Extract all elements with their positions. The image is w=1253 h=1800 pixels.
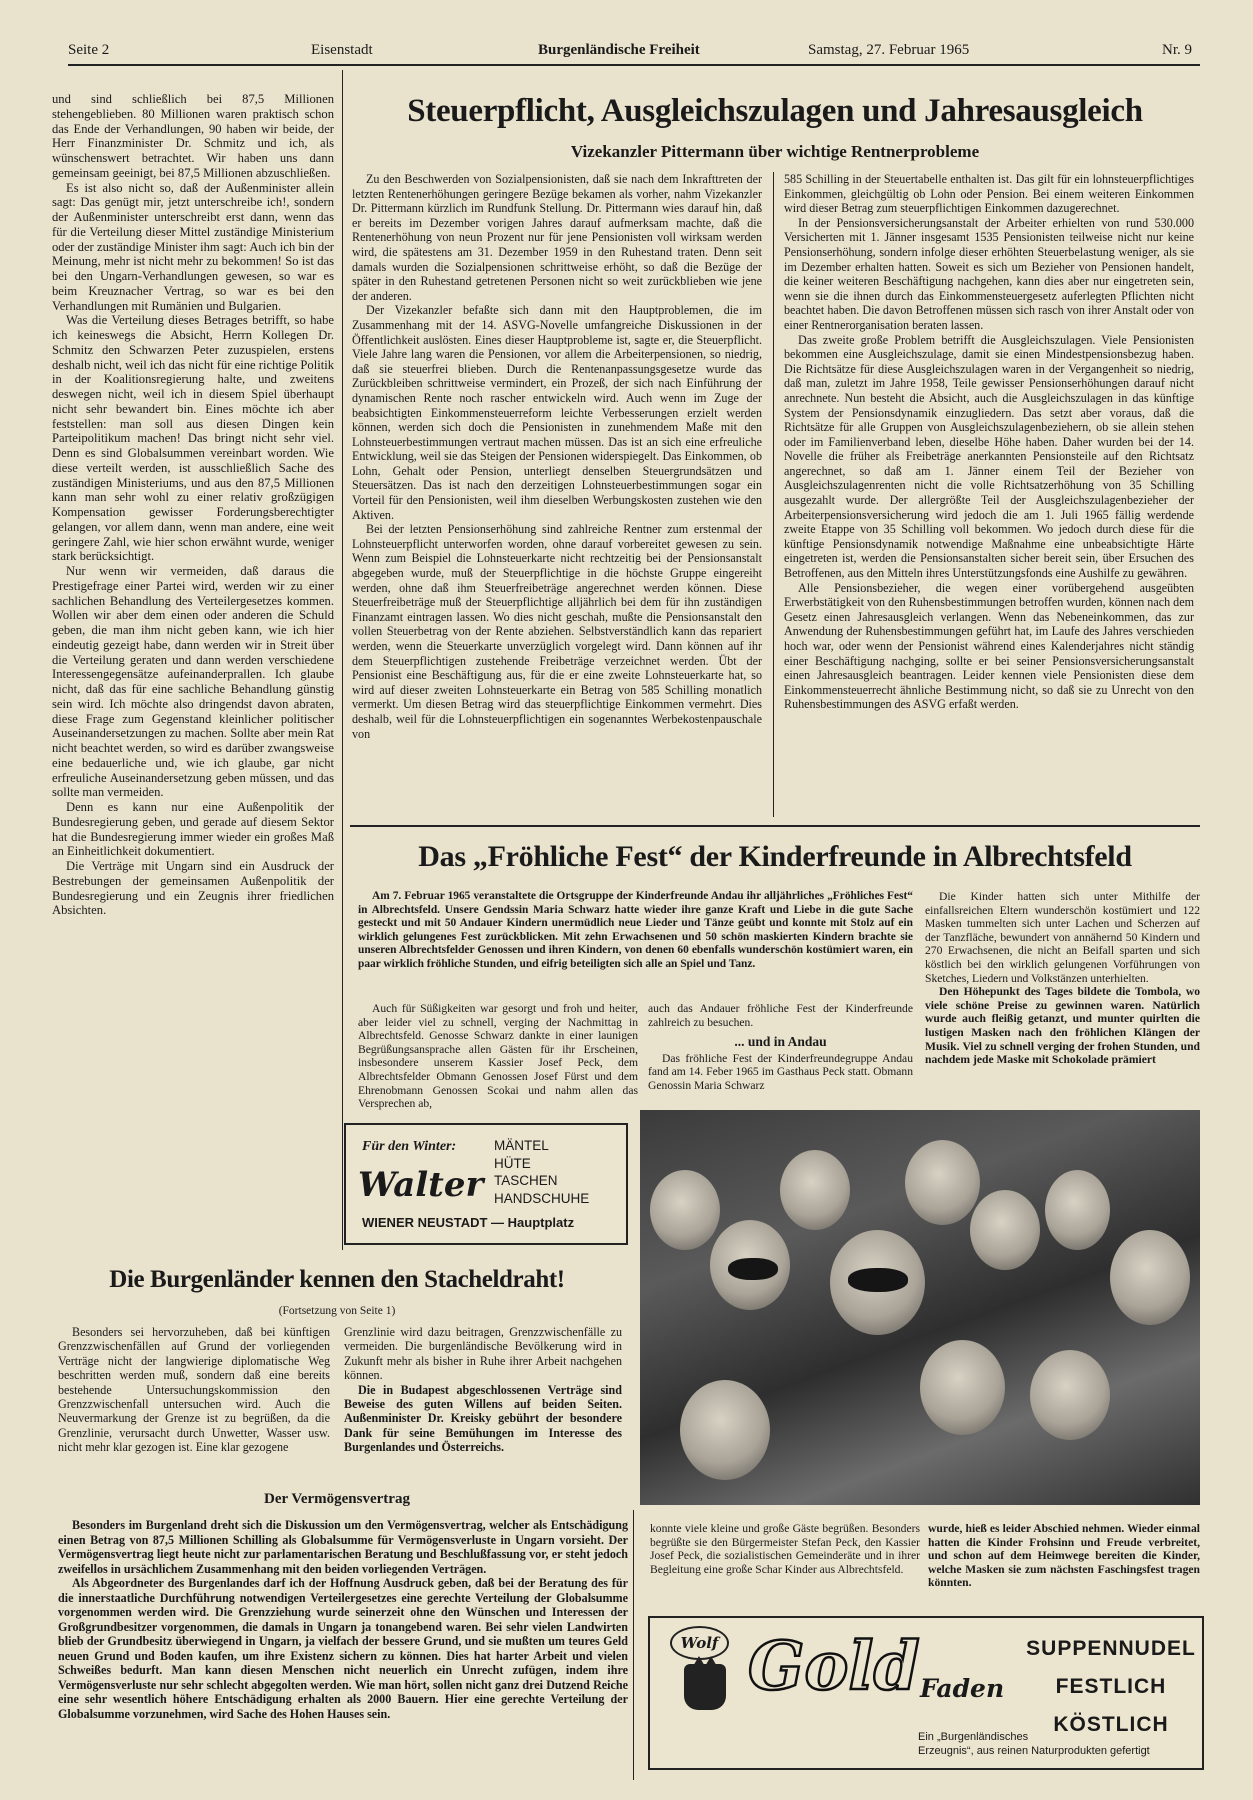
paragraph: 585 Schilling in der Steuertabelle enthalten ist. Das gilt für ein lohnsteuerpflichtiges Einkommen, gleichgültig ob Lohn oder Pension. Bei einem weiteren Einkommen wird dieser Betrag zum steuerpflichtigen Einkommen dazugerechnet.	[784, 172, 1194, 216]
tagline: SUPPENNUDEL	[1026, 1637, 1196, 1660]
fest-col-a	[358, 1002, 638, 1111]
paragraph: Nur wenn wir vermeiden, daß daraus die Prestigefrage einer Partei wird, werden wir zu einer sachlichen Behandlung des Verteilergesetzes kommen. Wollen wir aber dem einen oder anderen die Schuld geben, die man ihm nicht geben kann, wie ich hier eindeutig gezeigt habe, dann werden wir in Streit über die Verteilung geraten und dann werden verschiedene Interessengegensätze aufeinanderprallen. Ich glaube nicht, daß das für eine sachliche Behandlung günstig sein wird. Ich möchte also dringendst davon abraten, diese Frage zum Gegenstand kleinlicher politischer Auseinandersetzungen zu machen. Sollte aber mein Rat nicht beachtet werden, so wird es darüber zwangsweise eine bedauerliche und, wie ich glaube, gar nicht erfreuliche Auseinandersetzung geben müssen, und das sollte man vermeiden.	[52, 564, 334, 800]
tagline: KÖSTLICH	[1053, 1713, 1169, 1736]
fest-right-column	[925, 890, 1200, 1067]
column-divider	[773, 172, 774, 817]
page-number: Seite 2	[68, 42, 110, 58]
walter-advertisement	[344, 1123, 628, 1245]
fest-col-b	[648, 1002, 913, 1093]
ad-city: WIENER NEUSTADT — Hauptplatz	[362, 1215, 575, 1230]
stacheldraht-col-a	[58, 1325, 330, 1455]
children-photo	[640, 1110, 1200, 1505]
main-article-col1	[352, 172, 762, 741]
ad-brand: Walter	[358, 1165, 484, 1205]
paragraph: Denn es kann nur eine Außenpolitik der Bundesregierung geben, und gerade auf diesem Sektor hat die Bundesregierung immer wieder ein großes Maß an Einheitlichkeit dokumentiert.	[52, 800, 334, 859]
main-headline: Steuerpflicht, Ausgleichszulagen und Jahresausgleich	[407, 93, 1143, 129]
ad-note: Ein „Burgenländisches	[918, 1731, 1029, 1743]
fest-bottom-col2	[928, 1522, 1200, 1590]
stacheldraht-col-b	[344, 1325, 622, 1455]
paragraph: Besonders sei hervorzuheben, daß bei künftigen Grenzzwischenfällen auf Grund der vorliegenden Verträge nicht der langwierige diplomatische Weg beschritten werden muß, sondern daß eine bereits bestehende Untersuchungskommission den Grenzzwischenfall untersuchen wird. Auch die Neuvermarkung der Grenze ist zu begrüßen, da die Grenzlinie, verursacht durch Unwetter, Wasser usw. nicht mehr klar gezogen ist. Eine klar gezogene	[58, 1325, 330, 1455]
issue-date: Samstag, 27. Februar 1965	[808, 42, 970, 58]
ad-note: Erzeugnis“, aus reinen Naturprodukten gefertigt	[918, 1745, 1150, 1757]
main-subheadline: Vizekanzler Pittermann über wichtige Rentnerprobleme	[570, 142, 980, 161]
stacheldraht-headline: Die Burgenländer kennen den Stacheldraht!	[109, 1266, 565, 1293]
page-header	[68, 40, 1200, 66]
paragraph: Auch für Süßigkeiten war gesorgt und froh und heiter, aber leider viel zu schnell, verging der Nachmittag in Albrechtsfeld. Genosse Schwarz dankte in einer launigen Begrüßungsansprache allen Gästen für ihr Erscheinen, insbesondere unserem Kassier Josef Peck, dem Albrechtsfelder Obmann Genossen Josef Fürst und dem Ehrenobmann Genossen Scokai und nahm allen das Versprechen ab,	[358, 1002, 638, 1111]
dateline-place: Eisenstadt	[311, 42, 373, 58]
fest-headline: Das „Fröhliche Fest“ der Kinderfreunde in Albrechtsfeld	[418, 840, 1132, 873]
vermoegensvertrag-text	[58, 1518, 628, 1721]
paragraph: Alle Pensionsbezieher, die wegen einer vorübergehend ausgeübten Erwerbstätigkeit von den Ruhensbestimmungen betroffen wurden, können nach dem Gesetz einen Jahresausgleich verlangen. Wenn das Nebeneinkommen, das zur Anwendung der Ruhensbestimmungen geführt hat, im Laufe des Jahres verschieden hoch war, oder wenn der Pensionist während eines Kalenderjahres nicht ständig einer Beschäftigung nachging, sollte er bei seiner Pensionsversicherungsanstalt einen Jahresausgleich beantragen. Leider kennen viele Pensionisten diese dem Einkommensteuerrecht ähnliche Bestimmung nicht, so daß sie zu Unrecht von den Ruhensbestimmungen des ASVG erfaßt werden.	[784, 580, 1194, 712]
ad-item: MÄNTEL	[494, 1138, 549, 1153]
ad-item: TASCHEN	[494, 1173, 558, 1188]
section-divider	[350, 825, 1200, 827]
wolf-logo: Wolf	[670, 1626, 729, 1660]
paragraph: In der Pensionsversicherungsanstalt der Arbeiter erhielten von rund 530.000 Versicherten mit 1. Jänner insgesamt 1535 Pensionisten teilweise nicht nur keine Pensionserhöhung, sondern infolge dieser erhöhten Steuerbelastung weniger, als sie im Dezember erhalten hatten. Soweit es sich um Bezieher von Pensionen handelt, die keiner weiteren Beschäftigung nachgehen, kann dies aber nur eingetreten sein, wenn sie die ihnen durch das Einkommensteuergesetz auferlegten Pflichten nicht beachtet haben. Die davon Betroffenen müssen sich rasch von ihrer Anstalt oder von einer Rentnerorganisation beraten lassen.	[784, 215, 1194, 332]
paragraph: Es ist also nicht so, daß der Außenminister allein sagt: Das genügt mir, jetzt unterschreibe ich!, sondern der Außenminister unterschreibt erst dann, wenn das für die Verteilung dieser Mittel zuständige Ministerium oder der zuständige Minister ihm sagt: Auch ich bin der Meinung, mehr ist nicht mehr zu bekommen! So ist das bei den Ungarn-Verhandlungen gewesen, so war es beim Kreuznacher Vertrag, so war es bei den Verhandlungen mit Rumänien und Bulgarien.	[52, 180, 334, 313]
ad-item: HANDSCHUHE	[494, 1190, 590, 1206]
paragraph: Das fröhliche Fest der Kinderfreundegruppe Andau fand am 14. Feber 1965 im Gasthaus Peck statt. Obmann Genossin Maria Schwarz	[648, 1051, 913, 1092]
gold-brand: Gold	[748, 1627, 920, 1705]
column-divider	[633, 1510, 634, 1780]
issue-number: Nr. 9	[1162, 42, 1192, 58]
paragraph: Die in Budapest abgeschlossenen Verträge sind Beweise des guten Willens auf beiden Seiten. Außenminister Dr. Kreisky gebührt der besondere Dank für seine Bemühungen im Interesse des Burgenlandes und Österreichs.	[344, 1382, 622, 1455]
paragraph: und sind schließlich bei 87,5 Millionen stehengeblieben. 80 Millionen waren praktisch schon das Ende der Verhandlungen, 90 haben wir beide, der Herr Finanzminister Dr. Schmitz und ich, als wünschenswert betrachtet. Wir haben uns dann gemeinsam geeinigt, bei 87,5 Millionen abzuschließen.	[52, 92, 334, 180]
paragraph: Grenzlinie wird dazu beitragen, Grenzzwischenfälle zu vermeiden. Die burgenländische Bevölkerung wird in Zukunft mehr als bisher in Ruhe ihrer Arbeit nachgehen können.	[344, 1325, 622, 1383]
paragraph: Was die Verteilung dieses Betrages betrifft, so habe ich keineswegs die Absicht, Herrn Kollegen Dr. Schmitz den Schwarzen Peter zuzuspielen, erstens deshalb nicht, weil ich das nicht für eine richtige Politik in der Koalitionsregierung halte, und zweitens deswegen nicht, weil ich in diesem Spiel überhaupt nicht sehr bewandert bin. Eines möchte ich aber feststellen: man soll aus diesen Dingen kein Parteipolitikum machen! Das bringt nicht sehr viel. Denn es sind Globalsummen vereinbart worden. Wie diese verteilt werden, ist ausschließlich Sache des zuständigen Ministeriums, und aus den 87,5 Millionen kann man sehr wohl zu einer relativ großzügigen Kompensation gewisser Forderungsberechtigter gelangen, vor allem dann, wenn man andere, eine weit geringere Zahl, wie hier schon erwähnt wurde, weniger stark berücksichtigt.	[52, 313, 334, 564]
main-article-col2	[784, 172, 1194, 712]
ad-lead: Für den Winter:	[362, 1139, 457, 1154]
column-divider	[342, 70, 343, 1250]
wolf-head-icon	[684, 1664, 726, 1710]
faden-brand: Faden	[920, 1674, 1005, 1703]
paragraph: Die Kinder hatten sich unter Mithilfe der einfallsreichen Eltern wunderschön kostümiert und 122 Masken tummelten sich unter Lachen und Scherzen auf der Tanzfläche, bewundert von annähernd 50 Kindern und 270 Erwachsenen, die nicht an Beifall sparten und sich köstlich bei den wirklich gelungenen Vorführungen von Sketches, Liedern und Volkstänzen unterhielten.	[925, 890, 1200, 985]
vermoegensvertrag-subheading: Der Vermögensvertrag	[264, 1491, 410, 1507]
tagline: FESTLICH	[1055, 1675, 1167, 1698]
paragraph: Besonders im Burgenland dreht sich die Diskussion um den Vermögensvertrag, welcher als Entschädigung einen Betrag von 87,5 Millionen Schilling als Globalsumme für Vermögensverluste in Ungarn vorsieht. Der Vermögensvertrag liegt heute nicht zur parlamentarischen Beratung und Beschlußfassung vor, er steht jedoch zweifellos in ursächlichem Zusammenhang mit den beiden vorliegenden Verträgen.	[58, 1518, 628, 1576]
paragraph: konnte viele kleine und große Gäste begrüßen. Besonders begrüßte sie den Bürgermeister Stefan Peck, den Kassier Josef Peck, die sozialistischen Gemeinderäte und in ihrer Begleitung eine große Schar Kinder aus Albrechtsfeld.	[650, 1522, 920, 1576]
paragraph: Am 7. Februar 1965 veranstaltete die Ortsgruppe der Kinderfreunde Andau ihr alljährliches „Fröhliches Fest“ in Albrechtsfeld. Unsere Gendssin Maria Schwarz hatte wieder ihre ganze Kraft und Liebe in die gute Sache gesteckt und mit 50 Andauer Kindern unermüdlich neue Lieder und Tänze geübt und konnte mit Stolz auf ein wirklich gelungenes Fest zurückblicken. Mit zehn Erwachsenen und 50 schön maskierten Kindern brachte sie unseren Albrechtsfelder Genossen und ihren Kindern, von denen 60 ebenfalls wunderschön kostümiert waren, ein paar wirklich fröhliche Stunden, und eifrig beteiligten sich alle an Spiel und Tanz.	[358, 890, 913, 970]
paragraph: wurde, hieß es leider Abschied nehmen. Wieder einmal hatten die Kinder Frohsinn und Freude verbreitet, und schon auf dem Heimwege bereiten die Kinder, welche Masken sie zum nächsten Faschingsfest tragen könnten.	[928, 1522, 1200, 1590]
paragraph: Der Vizekanzler befaßte sich dann mit den Hauptproblemen, die im Zusammenhang mit der 14. ASVG-Novelle umfangreiche Diskussionen in der Öffentlichkeit auslösten. Eines dieser Hauptprobleme ist, sagte er, die Steuerpflicht. Viele Jahre lang waren die Pensionen, vor allem die Arbeiterpensionen, so niedrig, daß sie steuerfrei blieben. Durch die Rentenanpassungsgesetze wurde das Zurückbleiben schrittweise vermindert, ein Prozeß, der sich nach Einführung der dynamischen Rente noch rascher entwickeln wird. Auch wenn im Zuge der beabsichtigten Einkommensteuerreform leichte Verbesserungen erzielt werden können, werden sich doch die Pensionisten in zunehmendem Maße mit den Lohnsteuerbestimmungen vertraut machen müssen. Das ist an sich eine erfreuliche Entwicklung, weil sie das Steigen der Pensionen widerspiegelt. Das Einkommen, ob Lohn, Gehalt oder Pension, unterliegt denselben Steuergrundsätzen und Steuersätzen. Das ist nach den derzeitigen Lohnsteuerbestimmungen sogar ein Vorteil für den Pensionisten, weil ihm dieselben Werbungskosten zustehen wie den Aktiven.	[352, 303, 762, 522]
goldfaden-advertisement	[648, 1616, 1204, 1770]
paragraph: Den Höhepunkt des Tages bildete die Tombola, wo viele schöne Preise zu gewinnen waren. Natürlich wurde auch fleißig getanzt, und munter quirlten die lustigen Masken nach den fröhlichen Klängen der Musik. Viel zu schnell verging der frohen Stunden, und nachdem jede Maske mit Schokolade prämiert	[925, 985, 1200, 1067]
paragraph: auch das Andauer fröhliche Fest der Kinderfreunde zahlreich zu besuchen.	[648, 1002, 913, 1029]
paper-name: Burgenländische Freiheit	[538, 42, 700, 58]
fest-bottom-col1	[650, 1522, 920, 1576]
paragraph: Das zweite große Problem betrifft die Ausgleichszulagen. Viele Pensionisten bekommen eine Ausgleichszulage, damit sie einen Mindestpensionsbezug haben. Die Richtsätze für diese Ausgleichszulagen waren in der Vergangenheit so niedrig, daß man, zuletzt im Jahre 1958, Teile gewisser Pensionserhöhungen darauf nicht anrechnete. Nun besteht die Absicht, auch die Ausgleichszulagen in das künftige System der Pensionsdynamik einzugliedern. Das setzt aber voraus, daß die Richtsätze für alle Gruppen von Ausgleichszulagenbeziehern, ob sie allein stehen oder im Familienverband leben, dieselbe Höhe haben. Daher wurden bei der 14. Novelle die früher als Freibeträge anerkannten Pensionsteile auf den Richtsatz angerechnet, so daß am 1. Jänner einem Teil der Bezieher von Ausgleichszulagenrenten nicht die volle Richtsatzerhöhung von 35 Schilling ausgezahlt wurde. Der allergrößte Teil der Ausgleichszulagenbezieher der Arbeiterpensionsversicherung wird jedoch die am 1. Juli 1965 fällig werdende zweite Etappe von 35 Schilling voll bekommen. Wo jedoch durch diese für die künftige Pensionsdynamik notwendige Maßnahme eine unbeabsichtigte Härte eingetreten ist, werden die Pensionsanstalten sicher bereit sein, über Ersuchen des Betroffenen, aus den Mitteln ihres Unterstützungsfonds eine Aushilfe zu gewähren.	[784, 332, 1194, 581]
paragraph: Als Abgeordneter des Burgenlandes darf ich der Hoffnung Ausdruck geben, daß bei der Beratung des für die innerstaatliche Durchführung notwendigen Verteilergesetzes eine gerechte Verteilung der Globalsumme vorgenommen werden wird. Die Grenzziehung wurde seinerzeit ohne den Wünschen und Interessen der Großgrundbesitzer vorgenommen, die damals in Ungarn ja tonangebend waren. Bei sehr vielen Landwirten blieb der Grundbesitz überwiegend in Ungarn, ja vielfach der bessere Grund, und sie mußten um teures Geld neuen Grund und Boden kaufen, um ihre Existenz sichern zu können. Dies hat harter Arbeit und vielen Schweißes bedurft. Man kann diesen Menschen nicht neuerlich ein Unrecht zufügen, indem ihre Vermögensverluste nur sehr schlecht abgegolten werden. Wie man hört, sollen nicht ganz drei Dutzend Reiche eine sehr wesentlich höhere Entschädigung erhalten als 2000 Bauern. Hier eine gerechte Verteilung der Globalsumme vorzunehmen, wird Sache des Hohen Hauses sein.	[58, 1576, 628, 1721]
fest-intro	[358, 890, 913, 972]
andau-subheading: ... und in Andau	[734, 1034, 827, 1050]
paragraph: Zu den Beschwerden von Sozialpensionisten, daß sie nach dem Inkrafttreten der letzten Rentenerhöhungen geringere Bezüge bekamen als vorher, nahm Vizekanzler Dr. Pittermann kürzlich im Rundfunk Stellung. Dr. Pittermann wies darauf hin, daß er bereits im Dezember vorigen Jahres darauf aufmerksam machte, daß die Rentenerhöhung von neun Prozent nur für jene Pensionisten voll wirksam werden wird, die spätestens am 31. Dezember 1959 in den Ruhestand traten. Denn seit damals wurden die Sozialpensionen schrittweise erhöht, so daß die Bezüge der später in den Ruhestand getretenen Personen nicht so weit zurückblieben wie jene der anderen.	[352, 172, 762, 303]
paragraph: Die Verträge mit Ungarn sind ein Ausdruck der Bestrebungen der gemeinsamen Außenpolitik der Bundesregierung und ein Zeugnis ihrer friedlichen Absichten.	[52, 859, 334, 918]
paragraph: Bei der letzten Pensionserhöhung sind zahlreiche Rentner zum erstenmal der Lohnsteuerpflicht unterworfen worden, ohne darauf vorbereitet gewesen zu sein. Wenn zum Beispiel die Lohnsteuerkarte nicht rechtzeitig bei der Pensionsanstalt abgegeben wurde, muß der Steuerpflichtige in die höchste Gruppe eingereiht werden, ohne daß ihm Steuerfreibeträge angerechnet werden können. Diese Steuerfreibeträge muß der Steuerpflichtige alljährlich bei dem für ihn zuständigen Finanzamt eintragen lassen. Wo dies nicht geschah, mußte die Pensionsanstalt den vollen Steuerbetrag von der Rente abziehen. Selbstverständlich kann das repariert werden, wenn die Steuerkarte unverzüglich vorgelegt wird. Dann können auf ihr dem Steuerpflichtigen zustehende Freibeträge verzeichnet werden. Übt der Pensionist eine Beschäftigung aus, für die er eine zweite Lohnsteuerkarte hat, so wird auf dieser zweiten Lohnsteuerkarte ein Betrag von 585 Schilling monatlich vermerkt. Um diesen Betrag wird das steuerpflichtige Einkommen vermehrt. Dies deshalb, weil für die Lohnsteuerpflichtigen ein sogenanntes Werbekostenpauschale von	[352, 522, 762, 741]
continued-note: (Fortsetzung von Seite 1)	[278, 1305, 396, 1317]
ad-item: HÜTE	[494, 1155, 531, 1171]
left-column-article	[52, 92, 334, 918]
